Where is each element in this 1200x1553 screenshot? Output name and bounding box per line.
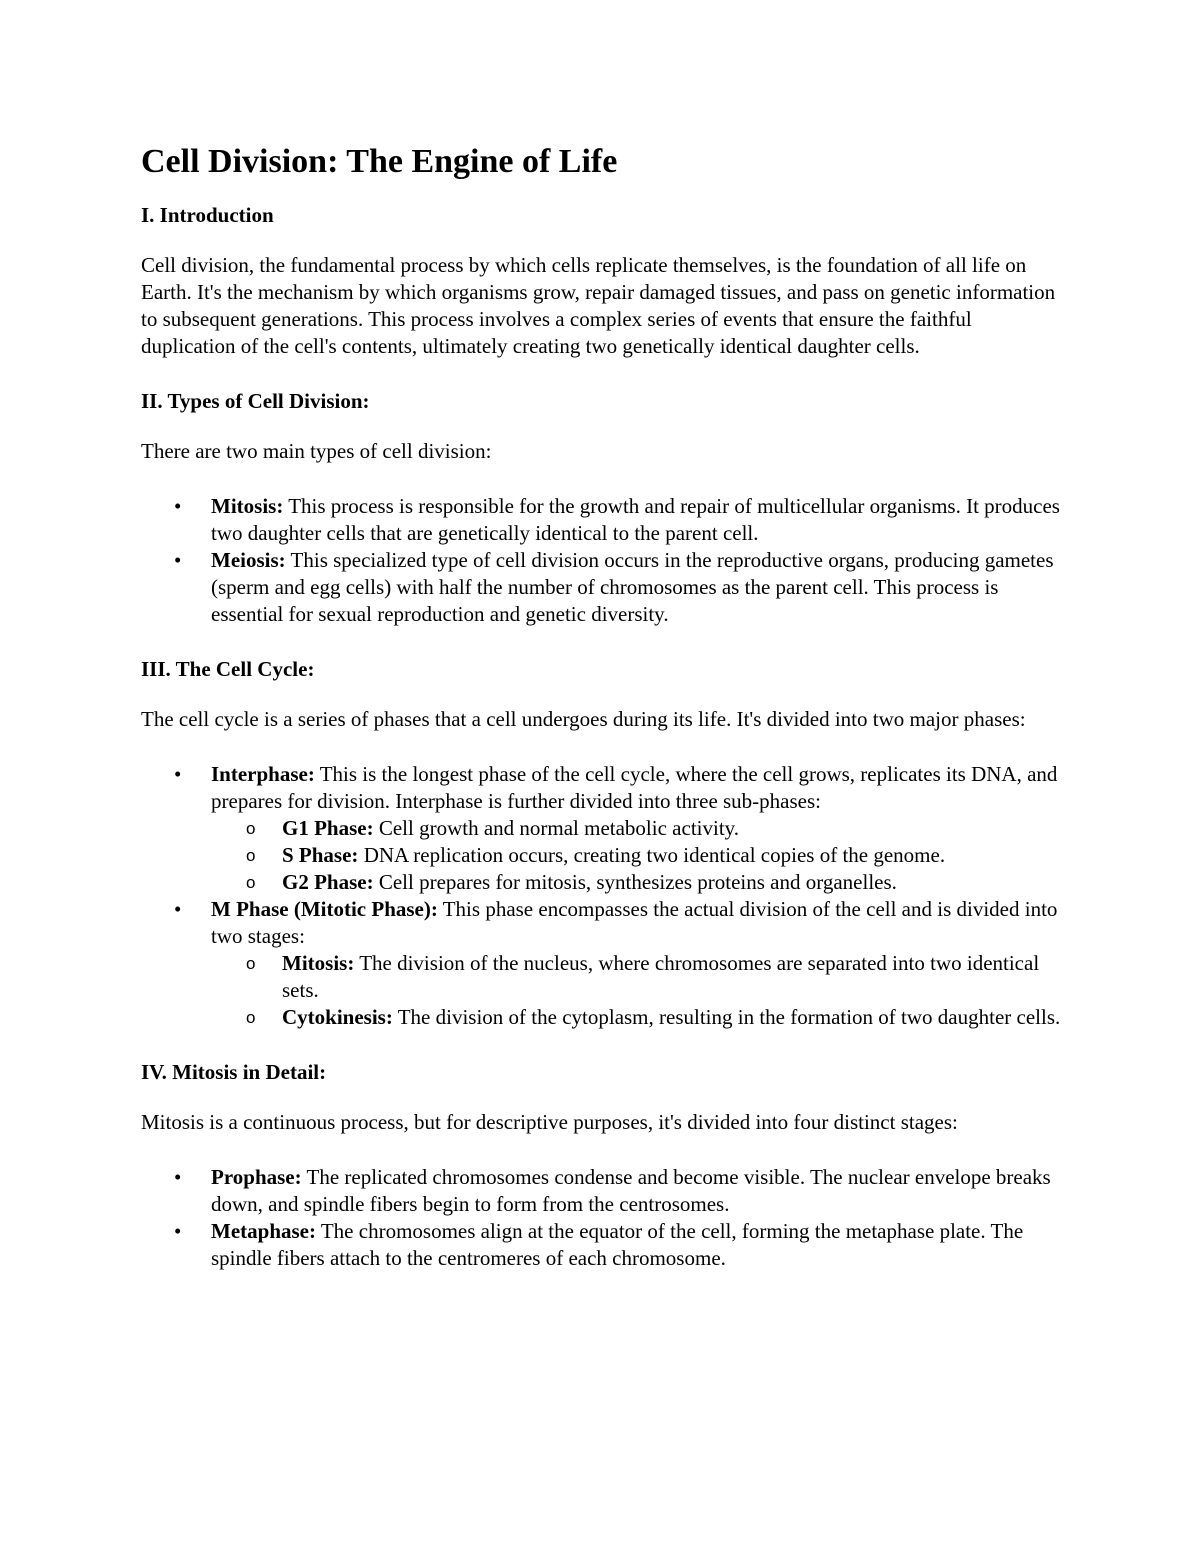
sub-list-item: [211, 869, 1071, 896]
list-item-text: The chromosomes align at the equator of the cell, forming the metaphase plate. The spindle fibers attach to the centromeres of each chromosome.: [211, 1219, 1024, 1270]
bullet-icon: •: [174, 548, 182, 572]
types-paragraph: There are two main types of cell division:: [141, 439, 492, 463]
list-item: [141, 1164, 1071, 1218]
list-item: [141, 547, 1071, 628]
sub-list-item-text: Cell prepares for mitosis, synthesizes proteins and organelles.: [373, 870, 897, 894]
bullet-icon: •: [174, 897, 182, 921]
sub-list-item: [211, 1004, 1071, 1031]
bullet-icon: •: [174, 494, 182, 518]
sub-list-item: [211, 815, 1071, 842]
document-body: [141, 140, 1071, 1300]
list-item-text: This specialized type of cell division occurs in the reproductive organs, producing gametes (sperm and egg cells) with half the number of chromosomes as the parent cell. This process is essential for sexual reproduction and genetic diversity.: [211, 548, 1054, 626]
list-item: [141, 1218, 1071, 1272]
list-item-term: Prophase:: [211, 1165, 302, 1189]
bullet-icon: •: [174, 1165, 182, 1189]
bullet-icon: •: [174, 762, 182, 786]
introduction-paragraph: Cell division, the fundamental process by which cells replicate themselves, is the foundation of all life on Earth. It's the mechanism by which organisms grow, repair damaged tissues, and pass on genetic information to subsequent generations. This process involves a complex series of events that ensure the faithful duplication of the cell's contents, ultimately creating two genetically identical daughter cells.: [141, 253, 1056, 358]
sub-list-item: [211, 842, 1071, 869]
section-heading-types: II. Types of Cell Division:: [141, 389, 370, 413]
list-item-term: Metaphase:: [211, 1219, 316, 1243]
sub-list: [211, 815, 1071, 896]
sub-list-item-term: Cytokinesis:: [282, 1005, 393, 1029]
circle-bullet-icon: o: [246, 1008, 256, 1027]
list-item-text: The replicated chromosomes condense and become visible. The nuclear envelope breaks down, and spindle fibers begin to form from the centrosomes.: [211, 1165, 1051, 1216]
circle-bullet-icon: o: [246, 819, 256, 838]
cell-cycle-paragraph: The cell cycle is a series of phases that a cell undergoes during its life. It's divided into two major phases:: [141, 707, 1026, 731]
circle-bullet-icon: o: [246, 954, 256, 973]
section-heading-mitosis-detail: IV. Mitosis in Detail:: [141, 1060, 327, 1084]
list-item-term: Meiosis:: [211, 548, 286, 572]
types-list: [141, 493, 1071, 628]
sub-list-item-term: G2 Phase:: [282, 870, 374, 894]
list-item: [141, 761, 1071, 896]
list-item-term: Interphase:: [211, 762, 315, 786]
sub-list-item-text: The division of the nucleus, where chromosomes are separated into two identical sets.: [282, 951, 1040, 1002]
bullet-icon: •: [174, 1219, 182, 1243]
sub-list-item-term: S Phase:: [282, 843, 359, 867]
list-item: [141, 896, 1071, 1031]
sub-list-item: [211, 950, 1071, 1004]
mitosis-stages-list: [141, 1164, 1071, 1272]
cell-cycle-list: [141, 761, 1071, 1031]
sub-list: [211, 950, 1071, 1031]
section-heading-introduction: I. Introduction: [141, 203, 274, 227]
list-item-text: This is the longest phase of the cell cycle, where the cell grows, replicates its DNA, and prepares for division. Interphase is further divided into three sub-phases:: [211, 762, 1058, 813]
sub-list-item-text: DNA replication occurs, creating two identical copies of the genome.: [358, 843, 946, 867]
list-item-term: Mitosis:: [211, 494, 284, 518]
mitosis-paragraph: Mitosis is a continuous process, but for descriptive purposes, it's divided into four distinct stages:: [141, 1110, 958, 1134]
section-heading-cell-cycle: III. The Cell Cycle:: [141, 657, 315, 681]
sub-list-item-term: G1 Phase:: [282, 816, 374, 840]
circle-bullet-icon: o: [246, 846, 256, 865]
list-item-text: This process is responsible for the growth and repair of multicellular organisms. It produces two daughter cells that are genetically identical to the parent cell.: [211, 494, 1060, 545]
sub-list-item-text: The division of the cytoplasm, resulting in the formation of two daughter cells.: [392, 1005, 1061, 1029]
list-item-term: M Phase (Mitotic Phase):: [211, 897, 438, 921]
list-item-text: This phase encompasses the actual division of the cell and is divided into two stages:: [211, 897, 1058, 948]
document-title: Cell Division: The Engine of Life: [141, 143, 618, 180]
circle-bullet-icon: o: [246, 873, 256, 892]
list-item: [141, 493, 1071, 547]
sub-list-item-term: Mitosis:: [282, 951, 355, 975]
sub-list-item-text: Cell growth and normal metabolic activity.: [373, 816, 740, 840]
